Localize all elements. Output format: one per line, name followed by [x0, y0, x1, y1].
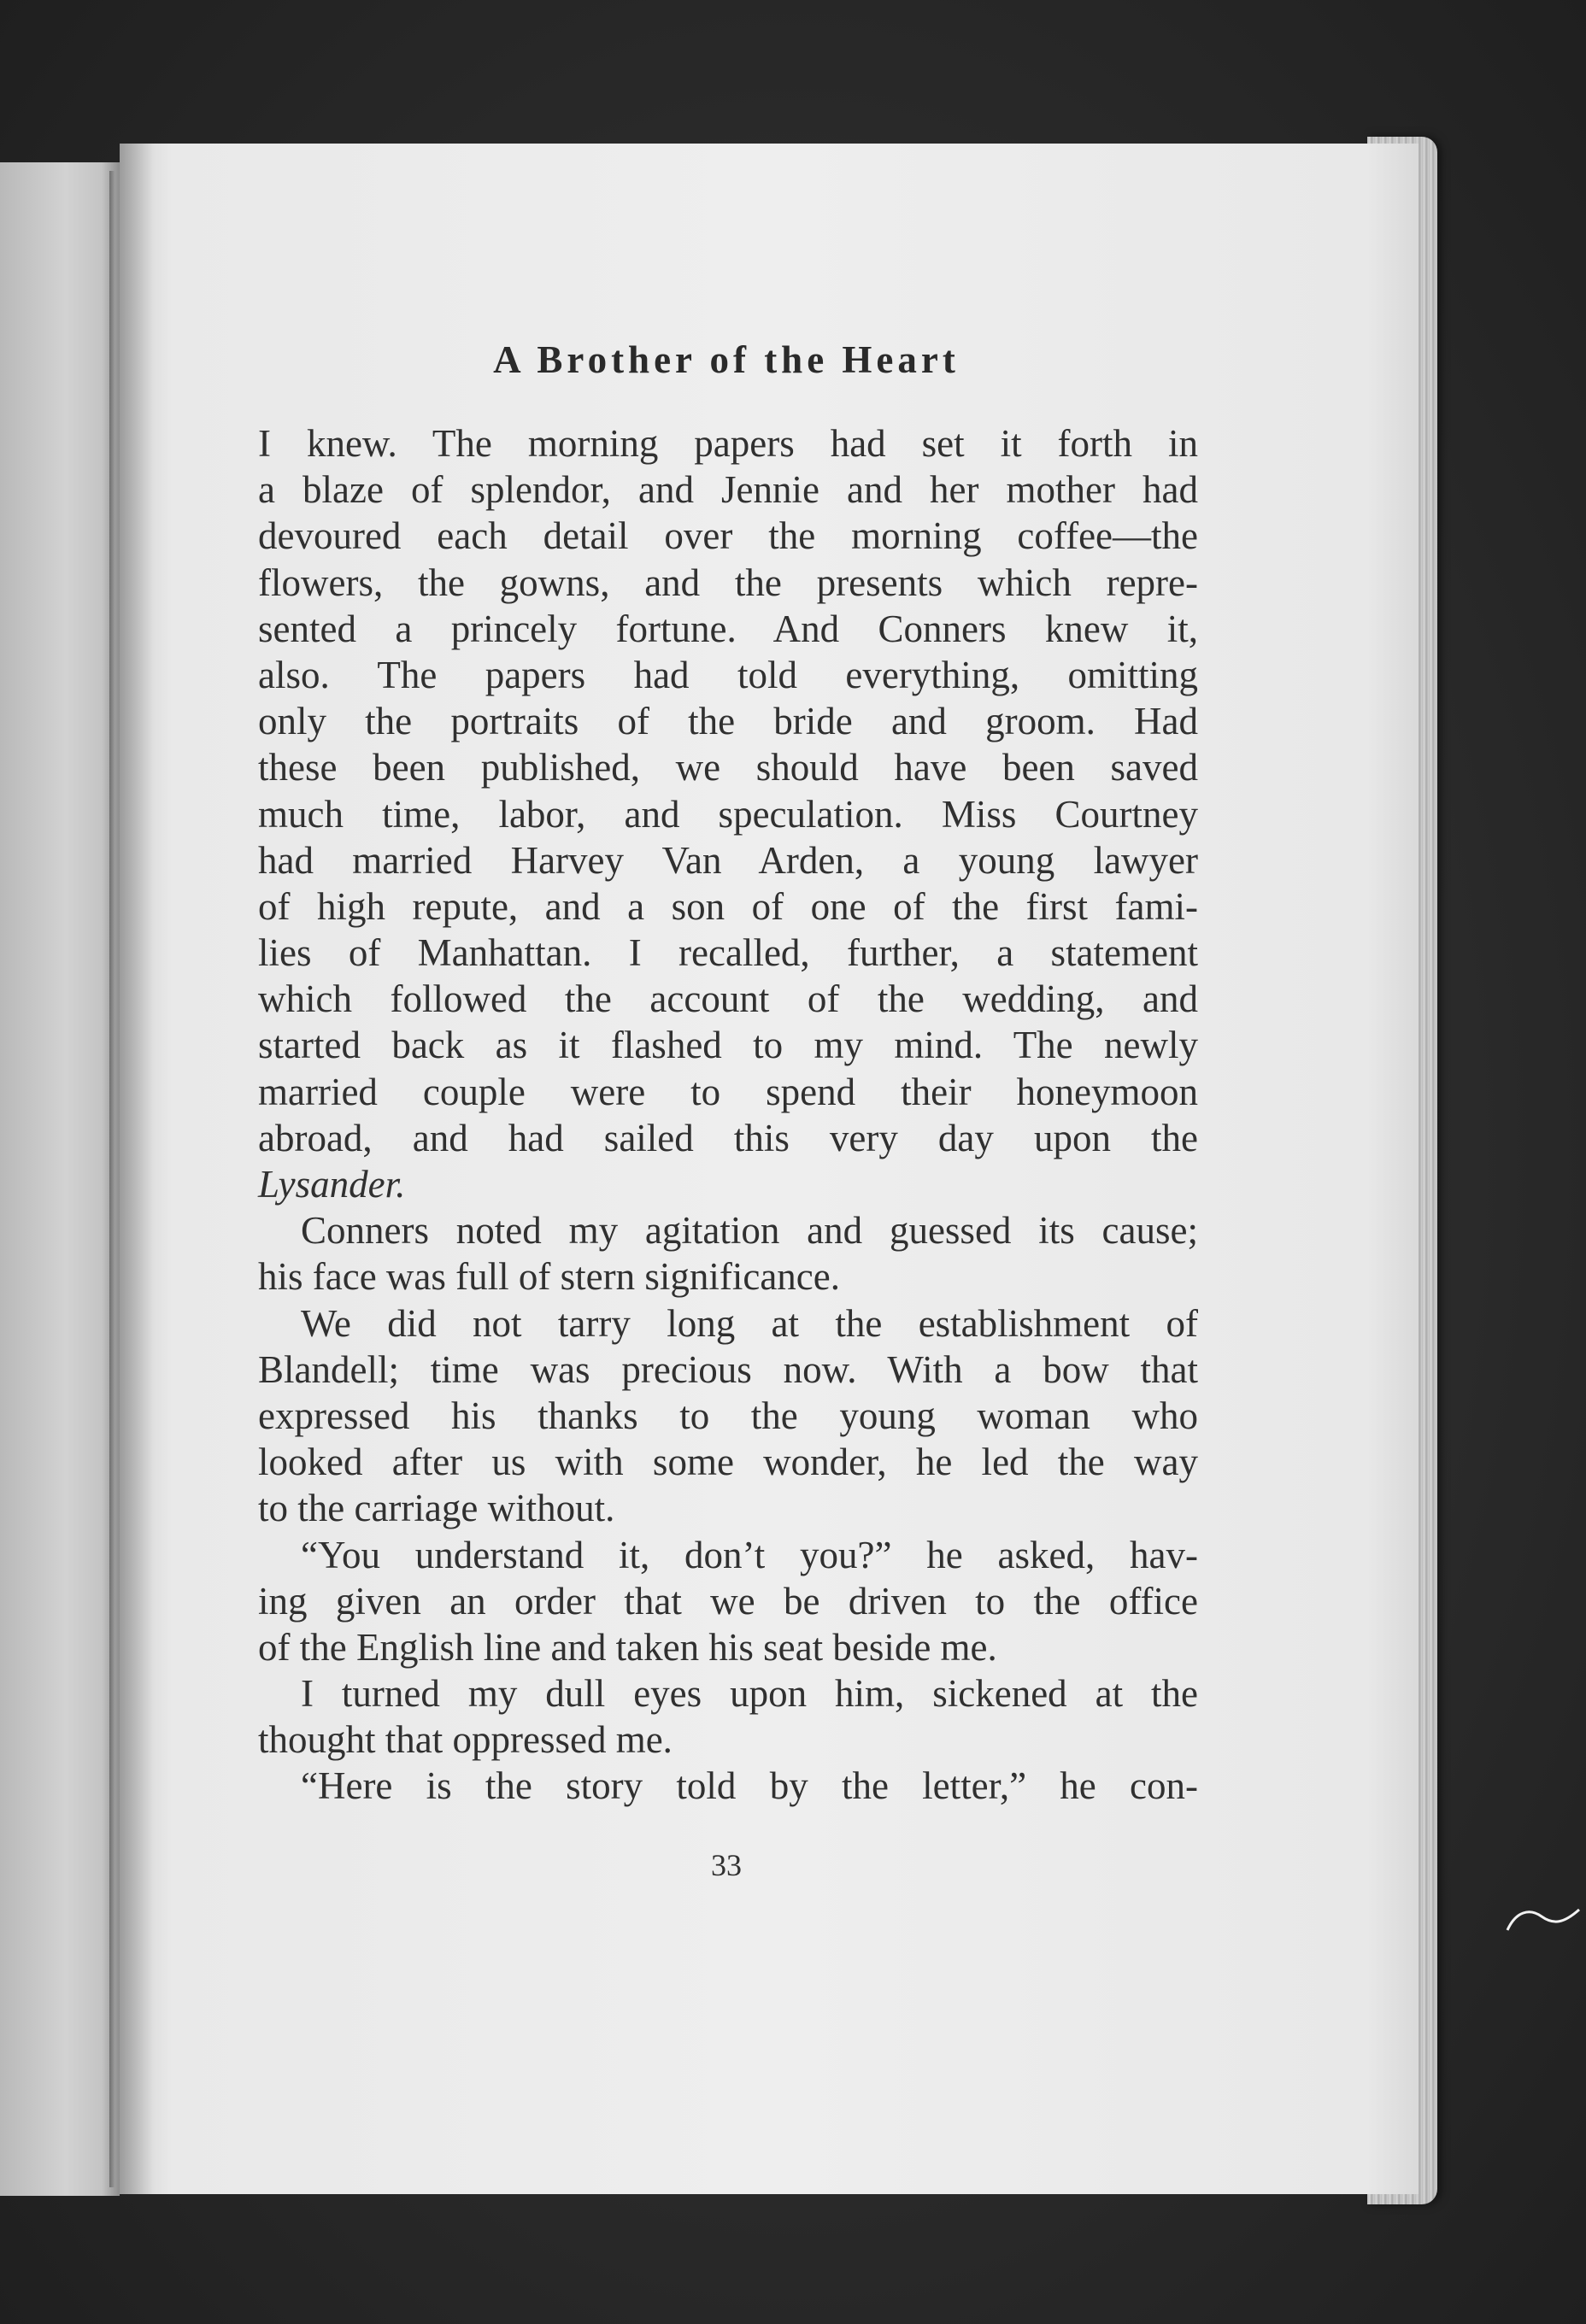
text-line: sented a princely fortune. And Conners knew it,	[258, 607, 1198, 650]
page-number: 33	[711, 1848, 742, 1882]
text-line: We did not tarry long at the establishment of	[301, 1301, 1198, 1345]
text-line: thought that oppressed me.	[258, 1718, 673, 1762]
text-line: I knew. The morning papers had set it forth in	[258, 422, 1198, 465]
running-head: A Brother of the Heart	[493, 338, 960, 381]
text-line: lies of Manhattan. I recalled, further, a statement	[258, 931, 1198, 975]
text-line: devoured each detail over the morning coffee—the	[258, 514, 1198, 558]
text-line: ing given an order that we be driven to the office	[258, 1579, 1198, 1623]
text-line: of high repute, and a son of one of the first fami-	[258, 884, 1198, 928]
text-line: had married Harvey Van Arden, a young lawyer	[258, 838, 1198, 882]
text-line: of the English line and taken his seat beside me.	[258, 1625, 997, 1669]
text-line: married couple were to spend their honeymoon	[258, 1070, 1198, 1113]
body-text	[258, 420, 1198, 1810]
text-line: I turned my dull eyes upon him, sickened at the	[301, 1672, 1198, 1716]
text-line: his face was full of stern significance.	[258, 1255, 840, 1299]
text-line: looked after us with some wonder, he led the way	[258, 1441, 1198, 1484]
text-line: also. The papers had told everything, omitting	[258, 653, 1198, 696]
text-line: these been published, we should have been saved	[258, 746, 1198, 789]
text-line: Lysander.	[258, 1163, 406, 1206]
text-line: Conners noted my agitation and guessed its cause;	[301, 1209, 1198, 1253]
text-line: flowers, the gowns, and the presents which repre-	[258, 560, 1198, 604]
text-line: abroad, and had sailed this very day upon the	[258, 1116, 1198, 1159]
text-line: to the carriage without.	[258, 1487, 615, 1530]
text-line: a blaze of splendor, and Jennie and her mother had	[258, 468, 1198, 512]
text-line: Blandell; time was precious now. With a bow that	[258, 1347, 1198, 1391]
text-line: “You understand it, don’t you?” he asked, hav-	[301, 1533, 1198, 1576]
facing-page-gutter	[109, 171, 115, 2187]
text-line: expressed his thanks to the young woman who	[258, 1394, 1198, 1437]
scan-artifact-mark	[1504, 1901, 1581, 1935]
text-line: started back as it flashed to my mind. The newly	[258, 1024, 1198, 1067]
facing-page-edge	[0, 162, 120, 2196]
text-line: which followed the account of the wedding, and	[258, 977, 1198, 1021]
text-line: only the portraits of the bride and groom. Had	[258, 700, 1198, 743]
binding-shadow	[120, 144, 154, 2194]
text-line: much time, labor, and speculation. Miss Courtney	[258, 792, 1198, 836]
text-line: “Here is the story told by the letter,” he con-	[301, 1764, 1198, 1808]
